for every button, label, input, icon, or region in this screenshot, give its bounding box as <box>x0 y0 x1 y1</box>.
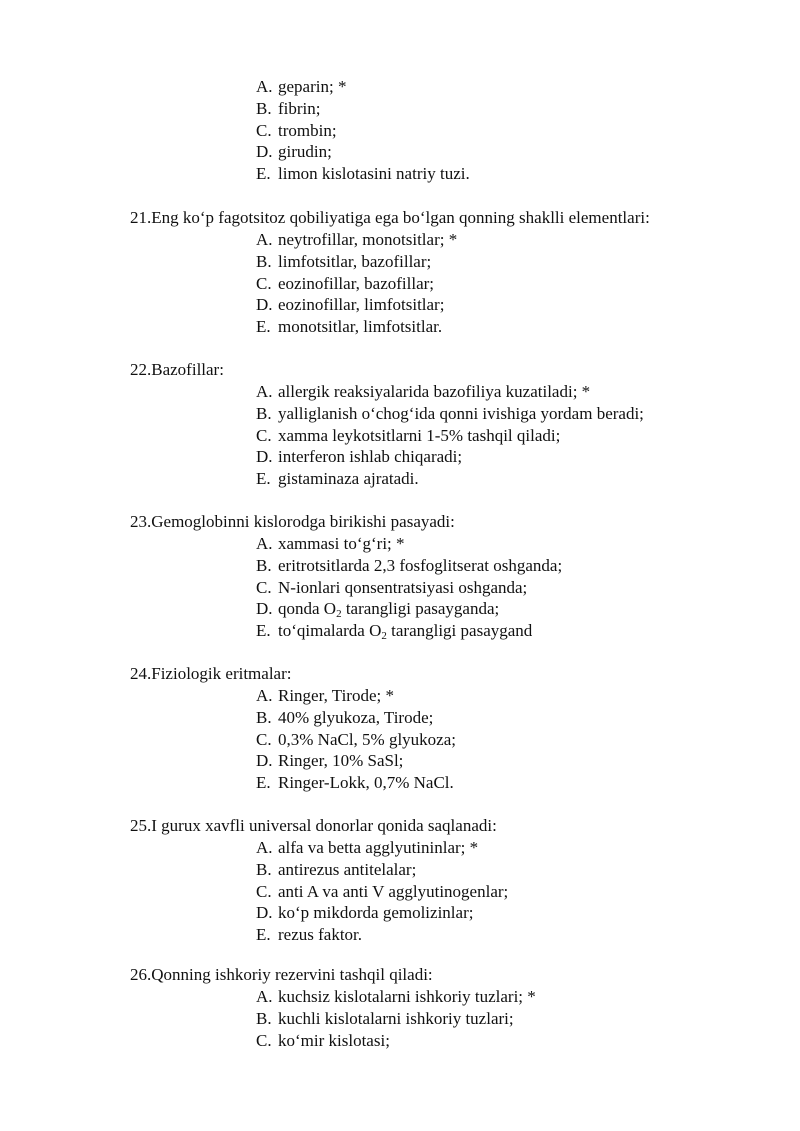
option-a: A. kuchsiz kislotalarni ishkoriy tuzlari; * <box>256 987 536 1006</box>
option-d: D. eozinofillar, limfotsitlar; <box>256 295 445 315</box>
question-text: 24.Fiziologik eritmalar: <box>130 664 292 683</box>
option-c: C. trombin; <box>256 120 337 140</box>
option-e: E. rezus faktor. <box>256 925 363 945</box>
question-text: 26.Qonning ishkoriy rezervini tashqil qiladi: <box>130 965 433 984</box>
option-b: B. 40% glyukoza, Tirode; <box>256 707 434 727</box>
question-number: 23. <box>130 512 152 531</box>
option-c: C. N-ionlari qonsentratsiyasi oshganda; <box>256 577 528 597</box>
option-c: C. koʻmir kislotasi; <box>256 1030 390 1050</box>
option-e: E. monotsitlar, limfotsitlar. <box>256 317 443 337</box>
option-a: A. neytrofillar, monotsitlar; * <box>256 230 458 249</box>
option-c: C. anti A va anti V agglyutinogenlar; <box>256 881 509 901</box>
option-a: A. alfa va betta agglyutininlar; * <box>256 838 479 857</box>
options-list <box>256 837 508 946</box>
option-c: C. eozinofillar, bazofillar; <box>256 273 435 293</box>
question-text: 23.Gemoglobinni kislorodga birikishi pasayadi: <box>130 512 455 531</box>
option-a: A. xammasi toʻgʻri; * <box>256 534 405 553</box>
question-text: 25.I gurux xavfli universal donorlar qonida saqlanadi: <box>130 816 497 835</box>
option-b: B. kuchli kislotalarni ishkoriy tuzlari; <box>256 1008 514 1028</box>
options-list <box>256 76 470 185</box>
option-b: B. yalliglanish oʻchogʻida qonni ivishiga yordam beradi; <box>256 403 644 423</box>
option-d: D. interferon ishlab chiqaradi; <box>256 447 463 467</box>
options-list <box>256 381 644 490</box>
option-d: D. girudin; <box>256 142 332 162</box>
option-e: E. limon kislotasini natriy tuzi. <box>256 164 470 184</box>
option-e: E. Ringer-Lokk, 0,7% NaCl. <box>256 773 454 793</box>
question-number: 24. <box>130 664 152 683</box>
option-a: A. allergik reaksiyalarida bazofiliya kuzatiladi; * <box>256 382 591 401</box>
question-number: 26. <box>130 965 152 984</box>
options-list <box>256 685 456 794</box>
option-d: D. koʻp mikdorda gemolizinlar; <box>256 903 474 923</box>
options-list <box>256 229 457 338</box>
option-a: A. Ringer, Tirode; * <box>256 686 394 705</box>
options-list <box>256 986 536 1051</box>
question-number: 21. <box>130 208 152 227</box>
option-e: E. toʻqimalarda $O_2$ tarangligi pasaygand <box>256 621 533 643</box>
question-text: 21.Eng koʻp fagotsitoz qobiliyatiga ega boʻlgan qonning shaklli elementlari: <box>130 208 650 227</box>
option-b: B. eritrotsitlarda 2,3 fosfoglitserat oshganda; <box>256 555 563 575</box>
option-e: E. gistaminaza ajratadi. <box>256 469 419 489</box>
option-c: C. 0,3% NaCl, 5% glyukoza; <box>256 729 456 749</box>
option-b: B. antirezus antitelalar; <box>256 859 417 879</box>
question-number: 22. <box>130 360 152 379</box>
option-b: B. fibrin; <box>256 98 321 118</box>
question-number: 25. <box>130 816 152 835</box>
option-c: C. xamma leykotsitlarni 1-5% tashqil qiladi; <box>256 425 561 445</box>
option-d: D. qonda $O_2$ tarangligi pasayganda; <box>256 599 500 621</box>
option-d: D. Ringer, 10% SaSl; <box>256 751 404 771</box>
option-b: B. limfotsitlar, bazofillar; <box>256 251 432 271</box>
option-a: A. geparin; * <box>256 77 347 96</box>
options-list <box>256 533 562 642</box>
question-text: 22.Bazofillar: <box>130 360 224 379</box>
